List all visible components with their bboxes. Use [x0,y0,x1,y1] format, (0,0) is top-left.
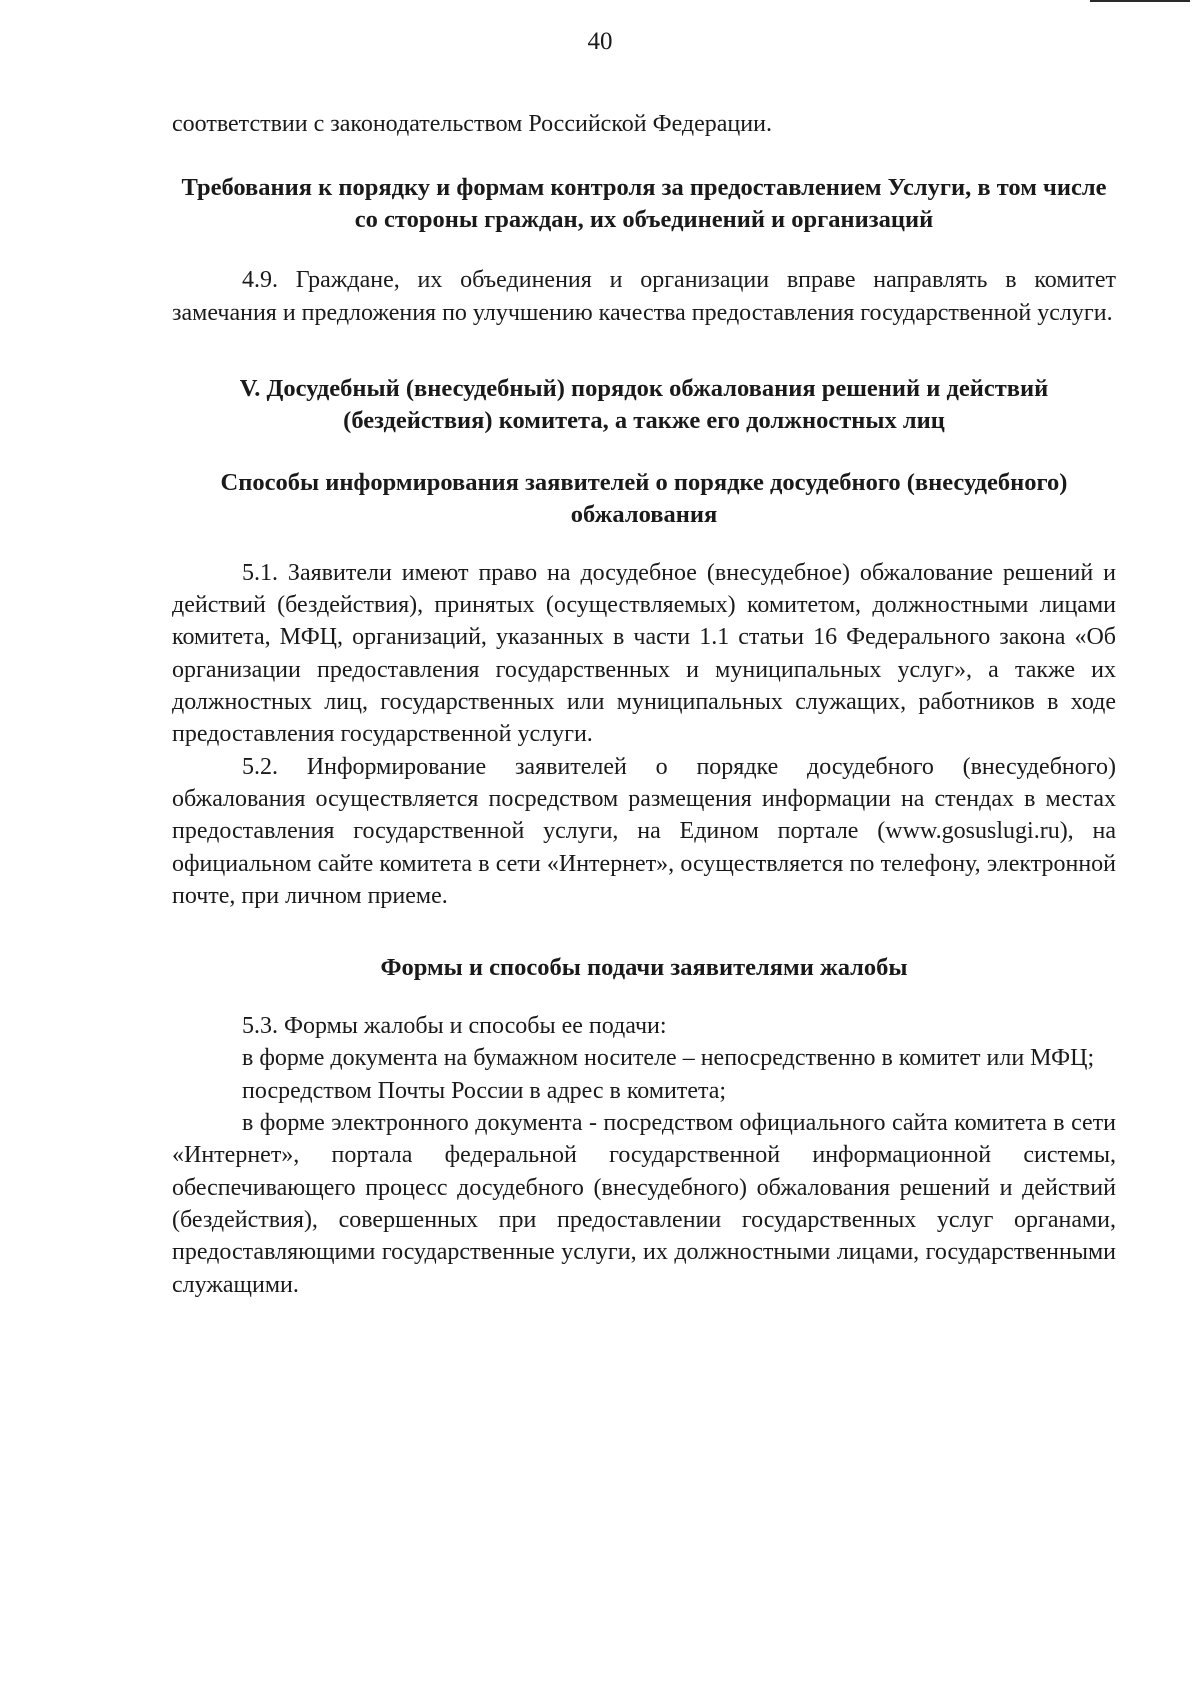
intro-line: соответствии с законодательством Российской Федерации. [172,111,772,137]
page-number: 40 [587,28,613,55]
paragraph-electronic-form: в форме электронного документа - посредством официального сайта комитета в сети «Интернет», портала федеральной государственной информационной системы, обеспечивающего процесс досудебного (внесудебного) обжалования решений и действий (бездействия), совершенных при предоставлении государственных услуг органами, предоставляющими государственные услуги, их должностными лицами, государственными служащими. [172,1110,1116,1298]
paragraph-paper-form: в форме документа на бумажном носителе – непосредственно в комитет или МФЦ; [242,1045,1095,1072]
document-body [172,108,1116,1301]
paragraph-post-form: посредством Почты России в адрес в комитета; [242,1077,727,1104]
heading-control-requirements: Требования к порядку и формам контроля за предоставлением Услуги, в том числе со стороны граждан, их объединений и организаций [181,174,1107,234]
heading-informing-methods: Способы информирования заявителей о порядке досудебного (внесудебного) обжалования [220,468,1068,528]
top-edge-rule [1090,0,1190,2]
paragraph-5-2: 5.2. Информирование заявителей о порядке досудебного (внесудебного) обжалования осуществляется посредством размещения информации на стендах в местах предоставления государственной услуги, на Едином портале (www.gosuslugi.ru), на официальном сайте комитета в сети «Интернет», осуществляется по телефону, электронной почте, при личном приеме. [172,753,1116,909]
paragraph-5-1: 5.1. Заявители имеют право на досудебное (внесудебное) обжалование решений и действий (бездействия), принятых (осуществляемых) комитетом, должностными лицами комитета, МФЦ, организаций, указанных в части 1.1 статьи 16 Федерального закона «Об организации предоставления государственных и муниципальных услуг», а также их должностных лиц, государственных или муниципальных служащих, работников в ходе предоставления государственной услуги. [172,559,1116,748]
heading-complaint-forms: Формы и способы подачи заявителями жалобы [380,954,908,982]
heading-section-v: V. Досудебный (внесудебный) порядок обжалования решений и действий (бездействия) комитета, а также его должностных лиц [239,374,1049,434]
paragraph-4-9: 4.9. Граждане, их объединения и организации вправе направлять в комитет замечания и предложения по улучшению качества предоставления государственной услуги. [172,267,1116,326]
paragraph-5-3: 5.3. Формы жалобы и способы ее подачи: [242,1013,667,1040]
